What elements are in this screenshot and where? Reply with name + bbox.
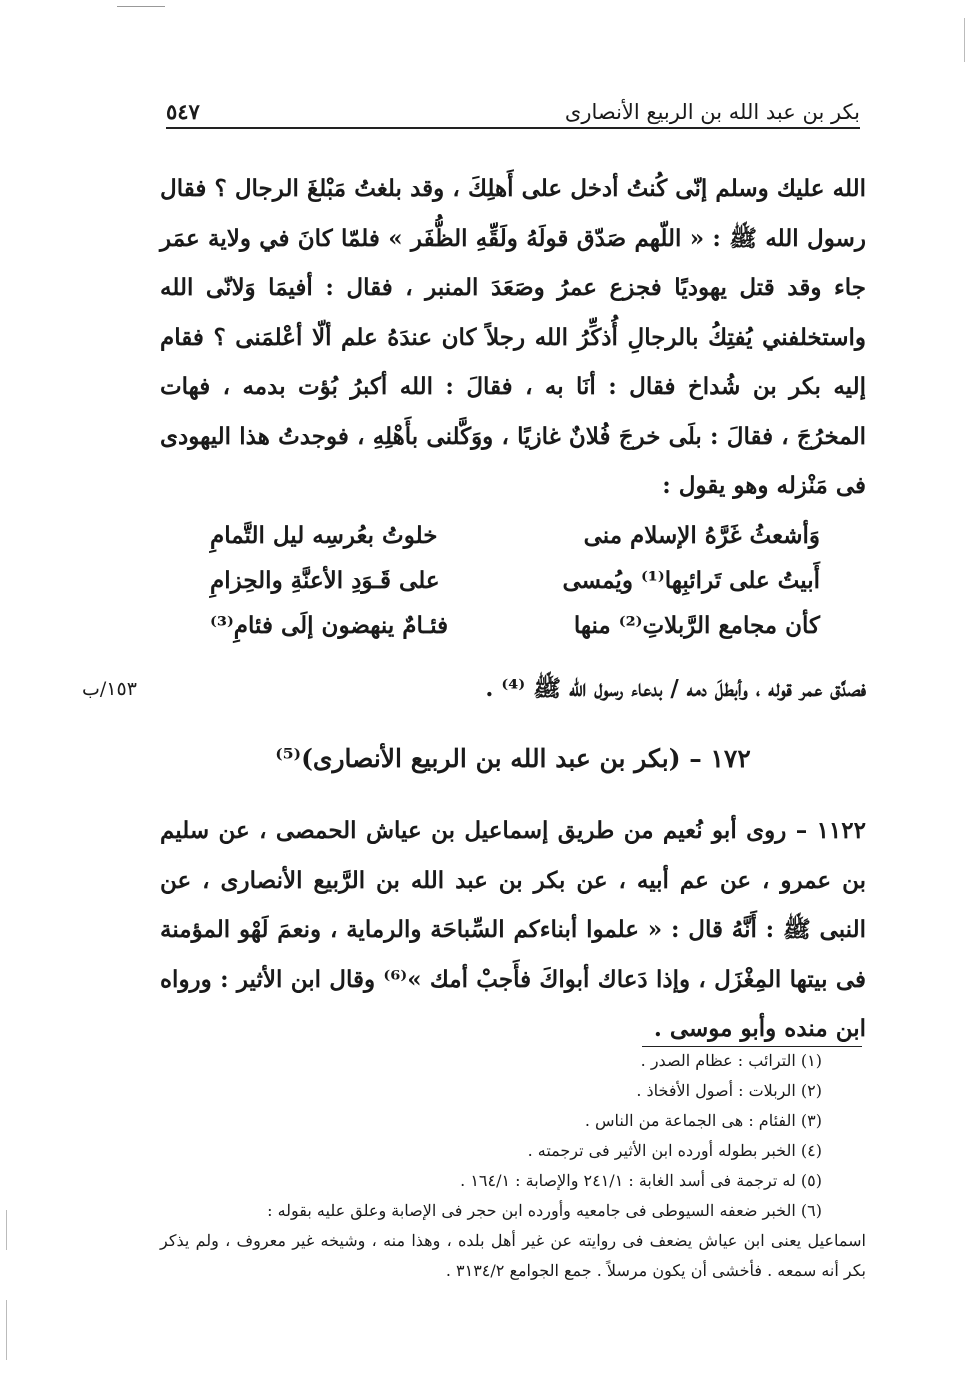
- verse-1-second-hemistich: خلوتُ بعُرسِه ليل التَّمامِ: [210, 521, 438, 549]
- right-edge-mark: [964, 18, 965, 62]
- verse-2-second-hemistich: على قَـوَدِ الأعنَّةِ والحِزامِ: [210, 566, 440, 594]
- left-edge-mark-1: [6, 1210, 7, 1250]
- verse-3-first-hemistich: كأن مجامع الرَّبلاتِ⁽²⁾ منها: [573, 611, 820, 639]
- entry-heading: ١٧٢ – (بكر بن عبد الله بن الربيع الأنصارى)⁽⁵⁾: [275, 744, 751, 773]
- running-header: [166, 92, 860, 124]
- footnote-1: (١) الترائب : عظام الصدر .: [640, 1051, 822, 1070]
- top-edge-mark: [117, 6, 165, 7]
- header-title: بكر بن عبد الله بن الربيع الأنصارى: [564, 100, 860, 124]
- header-rule: [166, 127, 860, 129]
- paragraph-2: فصدَّق عمر قوله ، وأبطلَ دمه / بدعاء رسول الله ﷺ ⁽⁴⁾ .: [485, 675, 866, 702]
- verse-line-2: [210, 557, 820, 603]
- margin-folio-note: ١٥٣/ب: [82, 678, 137, 700]
- paragraph-1: الله عليك وسلم إنّى كُنتُ أدخل على أَهلِكَ ، وقد بلغتُ مَبْلغَ الرجال ؟ فقال رسول الله ﷺ : « اللّهم صَدّق قولَهُ ولَقِّهِ الظُّفَر » فلمّا كانَ في ولاية عمَر جاء وقد قتل يهوديًا فجزع عمرُ وصَعَدَ المنبر ، فقال : أفيمَا وَلانّى الله واستخلفني يُفتِكُ بالرجالِ أُذكِّرُ الله رجلاً كان عندَهُ علم ألّا أعْلمَنى ؟ فقام إليه بكر بن شُداخ فقال : أنَا به ، فقالَ : الله أكبرُ بُؤت بدمه ، فهات المخرُجَ ، فقالَ : بلَى خرجَ فُلانٌ غازيًا ، ووَكَّلنى بأَهْلِهِ ، فوجدتُ هذا اليهودى فى مَنْزله وهو يقول :: [160, 175, 866, 499]
- footnote-6-continuation: اسماعيل يعنى ابن عياش يضعف فى روايته عن غير أهل بلده ، وهذا منه ، وشيخه غير معروف ، ولم يذكر بكر أنه سمعه . فأخشى أن يكون مرسلاً . جمع الجوامع ٣١٣٤/٢ .: [160, 1231, 866, 1280]
- verse-3-second-hemistich: فئـامٌ ينهضون إلَى فئامِ⁽³⁾: [210, 611, 449, 639]
- verse-line-1: [210, 512, 820, 558]
- footnotes: [160, 1046, 866, 1286]
- verse-2-first-hemistich: أَبيتُ على تَرائبِها⁽¹⁾ ويُمسى: [562, 566, 820, 594]
- paragraph-3: ١١٢٢ – روى أبو نُعيم من طريق إسماعيل بن عياش الحمصى ، عن سليم بن عمرو ، عن عم أبيه ، عن بكر بن عبد الله بن الرَّبيع الأنصارى ، عن النبى ﷺ : أَنَّهُ قال : « علموا أبناءكم السِّباحَة والرماية ، ونعمَ لَهْو المؤمنة فى بيتها المِغْزَل ، وإذا دَعاك أبواكَ فأَجبْ أمك »⁽⁶⁾ وقال ابن الأثير : ورواه ابن منده وأبو موسى .: [160, 817, 866, 1042]
- footnote-2: (٢) الربلات : أصول الأفخاذ .: [636, 1081, 822, 1100]
- verse-1-first-hemistich: وَأشعثُ غَرَّهُ الإسلام منى: [583, 521, 820, 549]
- verse-line-3: [210, 602, 820, 648]
- footnote-5: (٥) له ترجمة فى أسد الغابة : ٢٤١/١ والإصابة : ١٦٤/١ .: [460, 1171, 822, 1190]
- footnote-3: (٣) الفئام : هى الجماعة من الناس .: [584, 1111, 822, 1130]
- left-edge-mark-2: [6, 1300, 7, 1360]
- footnote-4: (٤) الخبر بطوله أورده ابن الأثير فى ترجمته .: [527, 1141, 822, 1160]
- footnote-6-first-line: (٦) الخبر ضعفه السيوطى فى جامعيه وأورده ابن حجر فى الإصابة وعلق عليه بقوله :: [267, 1201, 822, 1220]
- page-number: ٥٤٧: [166, 99, 200, 124]
